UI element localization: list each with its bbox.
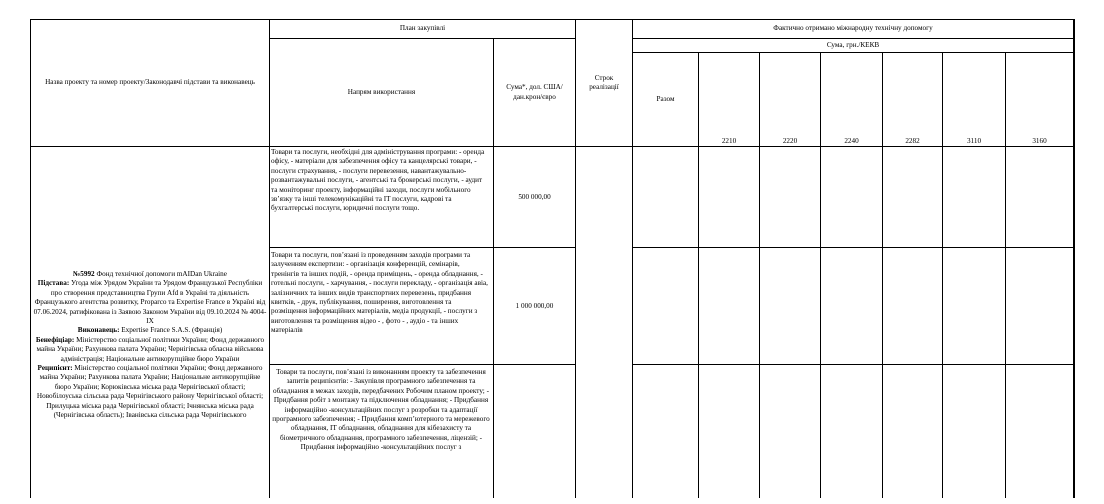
actual-kekv-cell [943, 365, 1006, 498]
actual-kekv-cell [883, 248, 943, 365]
amount-cell-1 [494, 147, 576, 248]
kekv-3160 [1006, 53, 1074, 147]
actual-total-cell [633, 248, 699, 365]
header-total-label: Разом [656, 94, 675, 103]
header-term [576, 20, 633, 147]
kekv-2240 [821, 53, 883, 147]
kekv-2220 [760, 53, 821, 147]
actual-kekv-cell [821, 365, 883, 498]
actual-kekv-cell [699, 147, 760, 248]
term-cell [576, 147, 633, 498]
project-number: №5992 [73, 270, 95, 278]
kekv-label: 2240 [844, 137, 859, 145]
amount-value-2: 1 000 000,00 [515, 302, 554, 310]
amount-cell-2 [494, 248, 576, 365]
kekv-label: 2220 [782, 137, 798, 145]
header-sum-kekv-label: Сума, грн./КЕКВ [826, 40, 880, 49]
actual-kekv-cell [760, 147, 821, 248]
actual-kekv-cell [699, 365, 760, 498]
project-beneficiary-text: Міністерство соціальної політики України; Фонд державного майна України; Рахункова палата України; Чернігівська обласна військова адміністрація; Національне антикорупційне бюро України [36, 335, 265, 363]
direction-cell-3 [270, 365, 494, 498]
project-executor [32, 326, 268, 335]
direction-cell-2 [270, 248, 494, 365]
actual-kekv-cell [821, 248, 883, 365]
actual-kekv-cell [760, 248, 821, 365]
project-executor-text: Expertise France S.A.S. (Франція) [119, 326, 223, 335]
header-actual-label: Фактично отримано міжнародну технічну допомогу [773, 24, 933, 33]
actual-kekv-cell [1006, 248, 1074, 365]
project-beneficiary-label: Бенефіціар: [35, 335, 75, 344]
actual-kekv-cell [760, 365, 821, 498]
project-description [32, 270, 268, 421]
project-cell [31, 147, 270, 498]
actual-kekv-cell [943, 248, 1006, 365]
header-amount [494, 39, 576, 147]
actual-kekv-cell [883, 365, 943, 498]
header-direction-label: Напрям використання [347, 87, 416, 96]
header-amount-label: Сума*, дол. США/дан.крон/євро [506, 83, 563, 101]
project-basis-text: Угода між Урядом України та Урядом Французької Республіки про створення представництва Групи Afd в Україні та діяльність Французького агентства розвитку, Proparco та Expertise France в Україні від 07.06.2024, ратифікована із Заявою Законом України від 09.10.2024 № 4004-IX [33, 279, 267, 326]
header-total [633, 53, 699, 147]
actual-kekv-cell [883, 147, 943, 248]
actual-kekv-cell [1006, 147, 1074, 248]
actual-kekv-cell [821, 147, 883, 248]
kekv-2282 [883, 53, 943, 147]
kekv-2210 [699, 53, 760, 147]
amount-cell-3 [494, 365, 576, 498]
amount-value-1: 500 000,00 [518, 193, 551, 201]
project-title-line [32, 270, 268, 279]
header-sum-kekv [633, 39, 1074, 53]
header-plan [270, 20, 576, 39]
header-plan-label: План закупівлі [399, 24, 446, 33]
kekv-label: 2282 [905, 137, 920, 145]
kekv-3110 [943, 53, 1006, 147]
project-executor-label: Виконавець: [77, 326, 120, 335]
header-actual [633, 20, 1074, 39]
actual-total-cell [633, 147, 699, 248]
header-term-label: Строк реалізації [589, 73, 619, 91]
kekv-label: 3160 [1032, 137, 1047, 145]
project-basis [32, 279, 268, 326]
actual-kekv-cell [1006, 365, 1074, 498]
direction-text-1: Товари та послуги, необхідні для адміністрування програми: - оренда офісу, - матеріали для забезпечення офісу та канцелярські товари, - послуги страхування, - послуги перевезення, навантажувально-розвантажувальні послуги, - агентські та брокерські послуги, - аудит та моніторинг проекту, інформаційні заходи, послуги мобільного зв’язку та інші телекомунікаційні та IT послуги, кадрові та бухгалтерські послуги, юридичні послуги тощо. [271, 148, 485, 213]
procurement-table [30, 19, 1075, 498]
project-basis-label: Підстава: [37, 279, 70, 288]
header-project-label: Назва проекту та номер проекту/Законодавчі підстави та виконавець [45, 78, 255, 87]
kekv-label: 2210 [721, 137, 737, 145]
header-project [31, 20, 270, 147]
header-direction [270, 39, 494, 147]
direction-cell-1 [270, 147, 494, 248]
kekv-label: 3110 [966, 137, 982, 145]
project-recipient [32, 364, 268, 420]
actual-total-cell [633, 365, 699, 498]
actual-kekv-cell [943, 147, 1006, 248]
project-recipient-text: Міністерство соціальної політики України; Фонд державного майна України; Рахункова палата України; Національне антикорупційне бюро України; Корюківська міська рада Чернігівської області; Новобілоуська сільська рада Чернігівського району Чернігівської області; Прилуцька міська рада Чернігівської області; Ічнянська міська рада (Чернігівська область); Іванівська сільська рада Чернігівського [36, 364, 264, 420]
direction-text-3: Товари та послуги, пов’язані із виконанням проекту та забезпечення запитів реципієнтів: - Закупівля програмного забезпечення та обладнання в межах заходів, передбачених Робочим планом проекту; - Придбання робіт з монтажу та підключення обладнання; - Придбання інформаційно -консультаційних послуг з розробки та адаптації програмного забезпечення; - Придбання комп’ютерного та мережевого обладнання, IT обладнання, обладнання для кібезахисту та біометричного обладнання, програмного забезпечення, ліцензій; - Придбання інформаційно -консультаційних послуг з [272, 368, 490, 452]
project-beneficiary [32, 336, 268, 364]
project-recipient-label: Реципієнт: [37, 364, 73, 373]
actual-kekv-cell [699, 248, 760, 365]
direction-text-2: Товари та послуги, пов’язані із проведенням заходів програми та залученням експертизи: - організація конференцій, семінарів, тренінгів та інших подій, - оренда приміщень, - оренда обладнання, - готельні послуги, - харчування, - послуги перекладу, - організація авіа, залізничних та інших видів транспортних перевезень, придбання квитків, - друк, публікування, поширення, виготовлення та розміщення інформаційних матеріалів, медіа продукції, - послуги з виготовлення та розміщення відео - , фото - , аудіо - та інших матеріалів [271, 251, 488, 335]
project-name: Фонд технічної допомоги mAIDan Ukraine [94, 270, 227, 278]
